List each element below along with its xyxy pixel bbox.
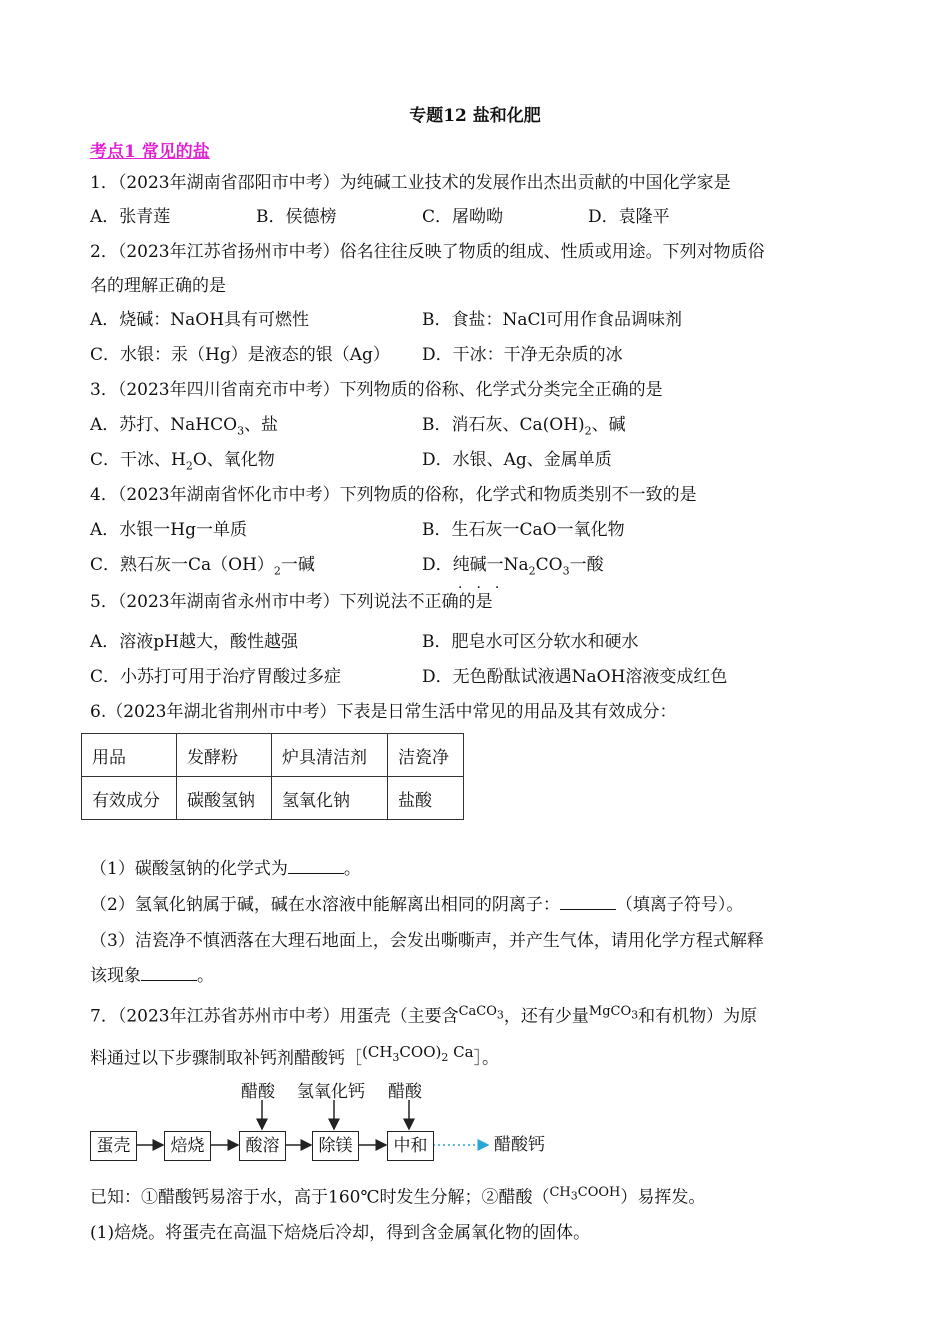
table-cell: 发酵粉: [177, 734, 272, 777]
flow-input-label: 氢氧化钙: [297, 1082, 365, 1102]
flow-step-box: 除镁: [312, 1131, 359, 1161]
table-cell: 洁瓷净: [388, 734, 464, 777]
q3-option-b: B．消石灰、$Ca(OH)_2$、碱: [422, 415, 626, 438]
flow-input-label: 醋酸: [388, 1082, 422, 1102]
table-cell: 碳酸氢钠: [177, 777, 272, 820]
q1-option-c: C．屠呦呦: [422, 207, 504, 227]
q2-stem-line2: 名的理解正确的是: [90, 276, 226, 296]
q4-option-c: C．熟石灰一$Ca(OH)_2$一碱: [90, 555, 315, 578]
table-cell: 氢氧化钠: [272, 777, 388, 820]
q4-stem: 4．（2023年湖南省怀化市中考）下列物质的俗称，化学式和物质类别不一致的是: [90, 485, 697, 505]
q5-option-d: D．无色酚酞试液遇NaOH溶液变成红色: [422, 667, 728, 687]
q2-option-d: D．干冰：干净无杂质的冰: [422, 345, 623, 365]
q4-option-a: A．水银一Hg一单质: [90, 520, 247, 540]
q7-step1: (1)焙烧。将蛋壳在高温下焙烧后冷却，得到含金属氧化物的固体。: [90, 1223, 591, 1243]
flow-step-box: 酸溶: [239, 1131, 286, 1161]
q3-option-c: C．干冰、$H_2O$、氧化物: [90, 450, 275, 473]
q1-option-d: D．袁隆平: [588, 207, 670, 227]
q3-option-d: D．水银、Ag、金属单质: [422, 450, 612, 470]
flow-product-label: 醋酸钙: [494, 1135, 545, 1155]
q7-known: 已知：①醋酸钙易溶于水，高于160℃时发生分解；②醋酸（$^{CH_3COOH}$）易挥发。: [90, 1185, 706, 1208]
q2-stem-line1: 2．（2023年江苏省扬州市中考）俗名往往反映了物质的组成、性质或用途。下列对物质俗: [90, 242, 765, 262]
q5-stem: 5．（2023年湖南省永州市中考）下列说法不正确的是: [90, 592, 493, 612]
formula-caco3: CaCO3: [458, 1004, 504, 1022]
table-cell: 有效成分: [82, 777, 177, 820]
table-cell: 用品: [82, 734, 177, 777]
section-heading: 考点1 常见的盐: [90, 142, 210, 162]
q6-part3-line2: 该现象 。: [90, 966, 214, 986]
q2-option-a: A．烧碱：NaOH具有可燃性: [90, 310, 310, 330]
formula-acetic-acid: CH3COOH: [549, 1185, 621, 1203]
q3-stem: 3．（2023年四川省南充市中考）下列物质的俗称、化学式分类完全正确的是: [90, 380, 663, 400]
emphasis-dots: ···: [458, 580, 514, 596]
flow-input-label: 醋酸: [241, 1082, 275, 1102]
q3-option-a: A．苏打、NaHCO$_3$、盐: [90, 415, 279, 438]
formula-mgco3: MgCO3: [588, 1004, 639, 1022]
flow-step-box: 中和: [387, 1131, 434, 1161]
q2-option-b: B．食盐：NaCl可用作食品调味剂: [422, 310, 682, 330]
q6-part2: （2）氢氧化钠属于碱，碱在水溶液中能解离出相同的阴离子： （填离子符号）。: [90, 895, 744, 915]
q1-option-b: B．侯德榜: [256, 207, 337, 227]
q1-stem: 1．（2023年湖南省邵阳市中考）为纯碱工业技术的发展作出杰出贡献的中国化学家是: [90, 173, 731, 193]
table-cell: 盐酸: [388, 777, 464, 820]
formula-calcium-acetate: $(CH_3COO)_2$ Ca: [362, 1043, 474, 1064]
q7-stem-line2: 料通过以下步骤制取补钙剂醋酸钙$[(CH_3COO)_2$ Ca］。: [90, 1043, 500, 1069]
q6-stem: 6.（2023年湖北省荆州市中考）下表是日常生活中常见的用品及其有效成分：: [90, 702, 677, 722]
q5-option-a: A．溶液pH越大，酸性越强: [90, 632, 298, 652]
q6-part3-line1: （3）洁瓷净不慎洒落在大理石地面上，会发出嘶嘶声，并产生气体，请用化学方程式解释: [90, 931, 764, 951]
q5-option-b: B．肥皂水可区分软水和硬水: [422, 632, 639, 652]
flow-step-box: 焙烧: [164, 1131, 211, 1161]
flow-step-box: 蛋壳: [90, 1131, 137, 1161]
table-cell: 炉具清洁剂: [272, 734, 388, 777]
q1-option-a: A．张青莲: [90, 207, 171, 227]
page-title: 专题12 盐和化肥: [409, 106, 541, 126]
q5-option-c: C．小苏打可用于治疗胃酸过多症: [90, 667, 342, 687]
q6-part1: （1）碳酸氢钠的化学式为 。: [90, 859, 361, 879]
q2-option-c: C．水银：汞（Hg）是液态的银（Ag）: [90, 345, 390, 365]
q4-option-d: D．纯碱一$Na_2CO_3$一酸: [422, 555, 604, 578]
q4-option-b: B．生石灰一CaO一氧化物: [422, 520, 625, 540]
q7-stem-line1: 7．（2023年江苏省苏州市中考）用蛋壳（主要含$^{CaCO_3}$，还有少量$^{MgCO_3}$和有机物）为原: [90, 1004, 758, 1027]
